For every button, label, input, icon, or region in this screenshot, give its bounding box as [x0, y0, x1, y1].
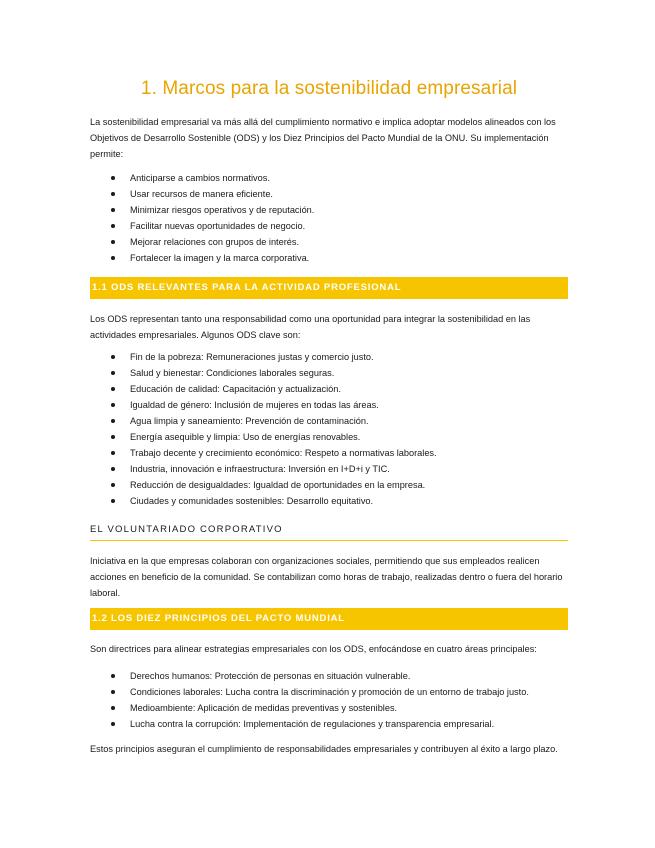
list-item: Ciudades y comunidades sostenibles: Desarrollo equitativo.	[90, 493, 568, 509]
list-item: Minimizar riesgos operativos y de reputación.	[90, 202, 568, 218]
list-item: Facilitar nuevas oportunidades de negocio.	[90, 218, 568, 234]
list-item: Fortalecer la imagen y la marca corporativa.	[90, 250, 568, 266]
list-item: Derechos humanos: Protección de personas en situación vulnerable.	[90, 668, 568, 684]
list-item: Trabajo decente y crecimiento económico: Respeto a normativas laborales.	[90, 445, 568, 461]
list-item: Educación de calidad: Capacitación y actualización.	[90, 381, 568, 397]
list-item: Fin de la pobreza: Remuneraciones justas y comercio justo.	[90, 349, 568, 365]
list-item: Mejorar relaciones con grupos de interés.	[90, 234, 568, 250]
principles-list	[90, 668, 568, 732]
ods-paragraph: Los ODS representan tanto una responsabilidad como una oportunidad para integrar la sostenibilidad en las actividades empresariales. Algunos ODS clave son:	[90, 314, 531, 340]
list-item: Usar recursos de manera eficiente.	[90, 186, 568, 202]
page-title: 1. Marcos para la sostenibilidad empresarial	[140, 78, 518, 99]
list-item: Reducción de desigualdades: Igualdad de oportunidades en la empresa.	[90, 477, 568, 493]
list-item: Industria, innovación e infraestructura: Inversión en I+D+i y TIC.	[90, 461, 568, 477]
volunteering-paragraph: Iniciativa en la que empresas colaboran con organizaciones sociales, permitiendo que sus empleados realicen acciones en beneficio de la comunidad. Se contabilizan como horas de trabajo, realizadas dentro o fuera del horario laboral.	[90, 556, 563, 598]
list-item: Lucha contra la corrupción: Implementación de regulaciones y transparencia empresarial.	[90, 716, 568, 732]
section-heading-ods: 1.1 ODS RELEVANTES PARA LA ACTIVIDAD PROFESIONAL	[90, 277, 568, 299]
list-item: Medioambiente: Aplicación de medidas preventivas y sostenibles.	[90, 700, 568, 716]
ods-list	[90, 349, 568, 509]
list-item: Condiciones laborales: Lucha contra la discriminación y promoción de un entorno de trabajo justo.	[90, 684, 568, 700]
intro-paragraph: La sostenibilidad empresarial va más allá del cumplimiento normativo e implica adoptar modelos alineados con los Objetivos de Desarrollo Sostenible (ODS) y los Diez Principios del Pacto Mundial de la ONU. Su implementación permite:	[90, 117, 556, 159]
benefits-list	[90, 170, 568, 266]
list-item: Igualdad de género: Inclusión de mujeres en todas las áreas.	[90, 397, 568, 413]
closing-paragraph: Estos principios aseguran el cumplimiento de responsabilidades empresariales y contribuyen al éxito a largo plazo.	[90, 744, 558, 754]
list-item: Anticiparse a cambios normativos.	[90, 170, 568, 186]
section-heading-principles: 1.2 LOS DIEZ PRINCIPIOS DEL PACTO MUNDIAL	[90, 608, 568, 630]
list-item: Salud y bienestar: Condiciones laborales seguras.	[90, 365, 568, 381]
subheading-volunteering: EL VOLUNTARIADO CORPORATIVO	[90, 523, 568, 541]
principles-paragraph: Son directrices para alinear estrategias empresariales con los ODS, enfocándose en cuatro áreas principales:	[90, 644, 537, 654]
list-item: Agua limpia y saneamiento: Prevención de contaminación.	[90, 413, 568, 429]
list-item: Energía asequible y limpia: Uso de energías renovables.	[90, 429, 568, 445]
